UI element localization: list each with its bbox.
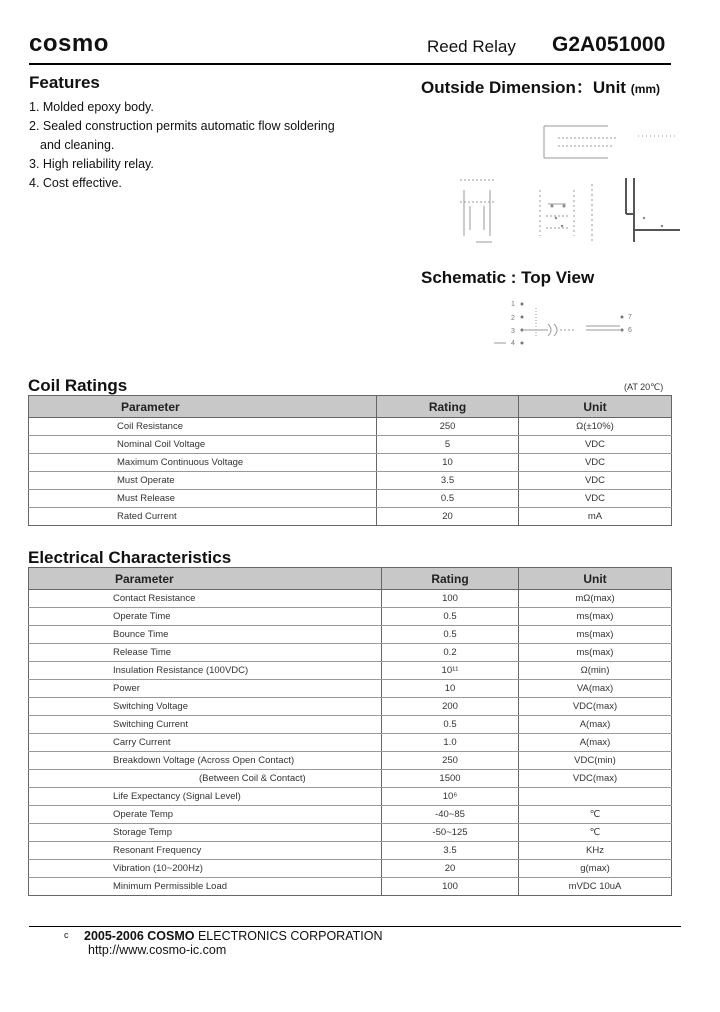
cell-unit: ℃ <box>519 806 672 824</box>
cell-unit: VDC(max) <box>519 770 672 788</box>
cell-rating: -50~125 <box>382 824 519 842</box>
cell-parameter: Coil Resistance <box>29 418 377 436</box>
cell-unit: VDC <box>519 436 672 454</box>
table-row <box>29 490 672 508</box>
company-website-link[interactable]: http://www.cosmo-ic.com <box>88 943 227 957</box>
cell-parameter: Must Operate <box>29 472 377 490</box>
table-row <box>29 680 672 698</box>
cell-unit: ms(max) <box>519 608 672 626</box>
schematic-pin-label: 7 <box>628 314 632 321</box>
table-row <box>29 734 672 752</box>
cell-unit: g(max) <box>519 860 672 878</box>
cell-rating: 0.5 <box>377 490 519 508</box>
dimension-title <box>421 73 660 98</box>
table-row <box>29 824 672 842</box>
copyright-notice <box>84 929 382 943</box>
table-row <box>29 608 672 626</box>
company-name-bold: COSMO <box>147 929 195 943</box>
company-logo: cosmo <box>29 30 109 57</box>
table-row <box>29 716 672 734</box>
coil-ratings-title: Coil Ratings <box>28 376 128 395</box>
document-type: Reed Relay <box>427 37 516 56</box>
cell-rating: 250 <box>382 752 519 770</box>
cell-parameter: Maximum Continuous Voltage <box>29 454 377 472</box>
cell-parameter: Operate Time <box>29 608 382 626</box>
cell-rating: 5 <box>377 436 519 454</box>
cell-parameter: Storage Temp <box>29 824 382 842</box>
table-row <box>29 662 672 680</box>
cell-parameter: Life Expectancy (Signal Level) <box>29 788 382 806</box>
cell-parameter: Power <box>29 680 382 698</box>
table-row <box>29 590 672 608</box>
dimension-unit: (mm) <box>630 82 661 96</box>
table-row <box>29 806 672 824</box>
table-header-row <box>29 568 672 590</box>
schematic-drawing <box>492 294 642 350</box>
features-list <box>29 98 335 193</box>
cell-rating: 0.5 <box>382 716 519 734</box>
cell-unit: ℃ <box>519 824 672 842</box>
schematic-pin-label: 1 <box>511 301 515 308</box>
table-row <box>29 860 672 878</box>
cell-rating: 20 <box>382 860 519 878</box>
cell-parameter: Resonant Frequency <box>29 842 382 860</box>
cell-unit: VDC(max) <box>519 698 672 716</box>
cell-rating: -40~85 <box>382 806 519 824</box>
schematic-pin-label: 3 <box>511 328 515 335</box>
coil-ratings-temperature-note: (AT 20℃) <box>624 382 664 392</box>
table-row <box>29 418 672 436</box>
cell-rating: 3.5 <box>377 472 519 490</box>
column-header-rating: Rating <box>382 568 519 590</box>
cell-rating: 1.0 <box>382 734 519 752</box>
cell-rating: 0.5 <box>382 608 519 626</box>
table-row <box>29 436 672 454</box>
cell-rating: 10⁶ <box>382 788 519 806</box>
cell-parameter: Nominal Coil Voltage <box>29 436 377 454</box>
schematic-title: Schematic : Top View <box>421 268 595 287</box>
feature-item: 3. High reliability relay. <box>29 157 154 171</box>
cell-unit: VDC <box>519 472 672 490</box>
cell-parameter: Switching Current <box>29 716 382 734</box>
cell-unit: mVDC 10uA <box>519 878 672 896</box>
cell-parameter: Contact Resistance <box>29 590 382 608</box>
table-row <box>29 626 672 644</box>
table-row <box>29 698 672 716</box>
cell-rating: 1500 <box>382 770 519 788</box>
cell-rating: 20 <box>377 508 519 526</box>
copyright-symbol: c <box>64 930 69 940</box>
cell-parameter: Bounce Time <box>29 626 382 644</box>
cell-unit: Ω(min) <box>519 662 672 680</box>
cell-unit: A(max) <box>519 734 672 752</box>
cell-rating: 200 <box>382 698 519 716</box>
cell-parameter: Insulation Resistance (100VDC) <box>29 662 382 680</box>
schematic-pin-label: 2 <box>511 315 515 322</box>
cell-parameter: Vibration (10~200Hz) <box>29 860 382 878</box>
cell-unit: VDC(min) <box>519 752 672 770</box>
feature-item: and cleaning. <box>40 138 115 152</box>
electrical-characteristics-table <box>28 567 672 896</box>
cell-unit: VDC <box>519 490 672 508</box>
column-header-unit: Unit <box>519 396 672 418</box>
coil-ratings-table <box>28 395 672 526</box>
table-row <box>29 644 672 662</box>
table-row <box>29 472 672 490</box>
feature-item: 2. Sealed construction permits automatic flow soldering <box>29 119 335 133</box>
outside-dimension-drawing <box>448 118 688 264</box>
electrical-characteristics-title: Electrical Characteristics <box>28 548 232 567</box>
cell-unit: A(max) <box>519 716 672 734</box>
cell-unit: ms(max) <box>519 644 672 662</box>
table-row <box>29 454 672 472</box>
schematic-pin-label: 4 <box>511 340 515 347</box>
cell-parameter: Release Time <box>29 644 382 662</box>
cell-rating: 3.5 <box>382 842 519 860</box>
schematic-pin-label: 6 <box>628 327 632 334</box>
cell-rating: 10 <box>382 680 519 698</box>
cell-unit <box>519 788 672 806</box>
column-header-rating: Rating <box>377 396 519 418</box>
cell-parameter: Rated Current <box>29 508 377 526</box>
column-header-parameter: Parameter <box>29 396 377 418</box>
cell-unit: KHz <box>519 842 672 860</box>
copyright-years: 2005-2006 <box>84 929 144 943</box>
features-title: Features <box>29 73 100 92</box>
cell-unit: Ω(±10%) <box>519 418 672 436</box>
cell-rating: 10¹¹ <box>382 662 519 680</box>
feature-item: 4. Cost effective. <box>29 176 122 190</box>
cell-parameter: Must Release <box>29 490 377 508</box>
cell-unit: VA(max) <box>519 680 672 698</box>
cell-unit: mΩ(max) <box>519 590 672 608</box>
cell-rating: 100 <box>382 878 519 896</box>
footer-divider <box>29 926 681 927</box>
company-name-rest: ELECTRONICS CORPORATION <box>194 929 383 943</box>
cell-rating: 0.2 <box>382 644 519 662</box>
cell-rating: 250 <box>377 418 519 436</box>
cell-rating: 0.5 <box>382 626 519 644</box>
cell-rating: 100 <box>382 590 519 608</box>
dimension-title-text: Outside Dimension：Unit <box>421 78 626 97</box>
header-divider <box>29 63 671 65</box>
cell-rating: 10 <box>377 454 519 472</box>
cell-parameter: Operate Temp <box>29 806 382 824</box>
table-row <box>29 752 672 770</box>
part-number: G2A051000 <box>552 33 666 56</box>
cell-unit: ms(max) <box>519 626 672 644</box>
cell-parameter: Breakdown Voltage (Across Open Contact) <box>29 752 382 770</box>
column-header-unit: Unit <box>519 568 672 590</box>
table-header-row <box>29 396 672 418</box>
table-row <box>29 842 672 860</box>
feature-item: 1. Molded epoxy body. <box>29 100 154 114</box>
cell-unit: VDC <box>519 454 672 472</box>
cell-unit: mA <box>519 508 672 526</box>
table-row <box>29 770 672 788</box>
cell-parameter: Minimum Permissible Load <box>29 878 382 896</box>
table-row <box>29 878 672 896</box>
cell-parameter: (Between Coil & Contact) <box>29 770 382 788</box>
cell-parameter: Carry Current <box>29 734 382 752</box>
cell-parameter: Switching Voltage <box>29 698 382 716</box>
table-row <box>29 508 672 526</box>
table-row <box>29 788 672 806</box>
column-header-parameter: Parameter <box>29 568 382 590</box>
